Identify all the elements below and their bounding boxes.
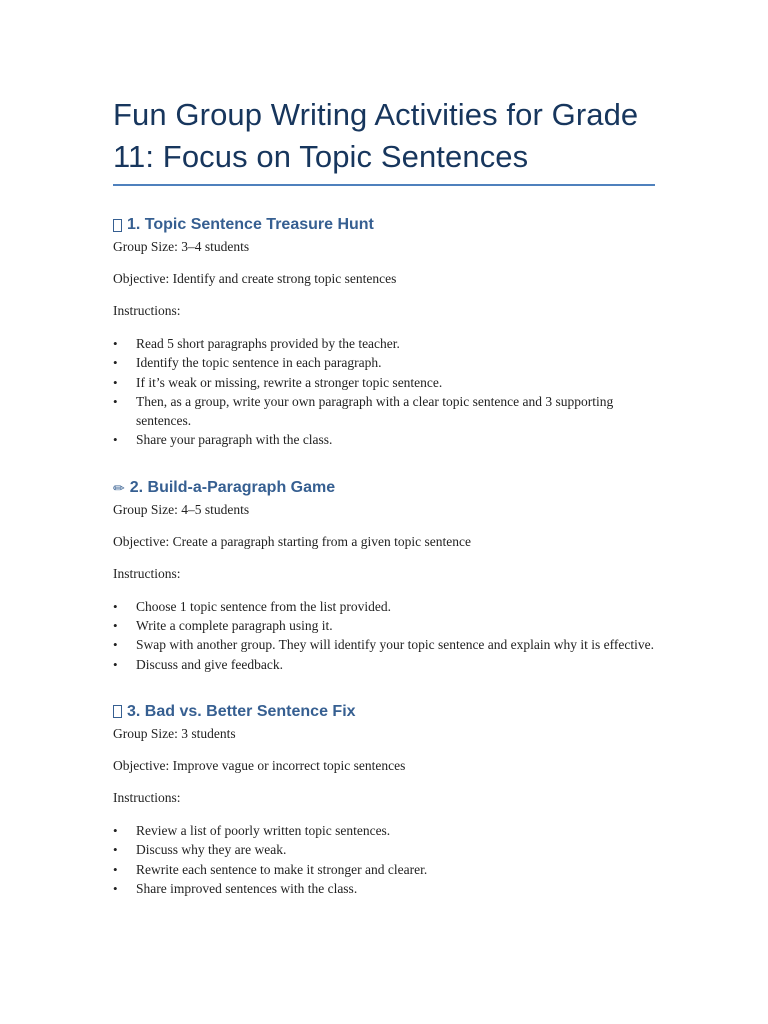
list-item: • If it’s weak or missing, rewrite a stronger topic sentence. — [113, 373, 655, 392]
group-size: Group Size: 3–4 students — [113, 239, 250, 254]
list-item: • Read 5 short paragraphs provided by the teacher. — [113, 334, 655, 353]
section-heading — [113, 214, 655, 236]
activity-section-1 — [113, 214, 655, 450]
bullet-icon: • — [113, 618, 118, 634]
bullet-icon: • — [113, 598, 118, 614]
instructions-list — [113, 821, 655, 898]
missing-glyph-icon — [113, 705, 122, 718]
bullet-icon: • — [113, 355, 118, 371]
list-item: • Share improved sentences with the class. — [113, 879, 655, 898]
objective: Objective: Identify and create strong topic sentences — [113, 271, 397, 286]
instructions-label: Instructions: — [113, 303, 181, 318]
section-heading — [113, 701, 655, 723]
list-item: • Discuss why they are weak. — [113, 840, 655, 859]
bullet-icon: • — [113, 880, 118, 896]
bullet-icon: • — [113, 336, 118, 351]
bullet-icon: • — [113, 656, 118, 672]
activity-section-2 — [113, 477, 655, 674]
list-item: • Choose 1 topic sentence from the list provided. — [113, 597, 655, 616]
list-item: • Identify the topic sentence in each paragraph. — [113, 353, 655, 372]
group-size: Group Size: 4–5 students — [113, 501, 250, 517]
group-size: Group Size: 3 students — [113, 725, 236, 741]
list-item: • Swap with another group. They will identify your topic sentence and explain why it is effective. — [113, 635, 655, 654]
instructions-label: Instructions: — [113, 789, 181, 805]
objective: Objective: Improve vague or incorrect topic sentences — [113, 757, 406, 773]
instructions-label: Instructions: — [113, 565, 181, 581]
document-page — [113, 94, 655, 898]
section-heading — [113, 477, 655, 499]
bullet-icon: • — [113, 637, 118, 653]
instructions-list — [113, 334, 655, 450]
activity-section-3 — [113, 701, 655, 898]
bullet-icon: • — [113, 432, 118, 448]
bullet-icon: • — [113, 374, 118, 390]
section-heading-text: 3. Bad vs. Better Sentence Fix — [127, 702, 356, 720]
bullet-icon: • — [113, 393, 118, 409]
bullet-icon: • — [113, 861, 118, 877]
list-item: • Write a complete paragraph using it. — [113, 616, 655, 635]
list-item: • Discuss and give feedback. — [113, 655, 655, 674]
list-item: • Share your paragraph with the class. — [113, 430, 655, 449]
missing-glyph-icon — [113, 219, 122, 232]
instructions-list — [113, 597, 655, 674]
objective: Objective: Create a paragraph starting from a given topic sentence — [113, 533, 471, 549]
document-title: Fun Group Writing Activities for Grade 11: Focus on Topic Sentences — [113, 94, 655, 186]
bullet-icon: • — [113, 842, 118, 858]
list-item: • Rewrite each sentence to make it stronger and clearer. — [113, 860, 655, 879]
bullet-icon: • — [113, 822, 118, 838]
section-heading-text: 1. Topic Sentence Treasure Hunt — [127, 216, 374, 233]
list-item: • Then, as a group, write your own paragraph with a clear topic sentence and 3 supporting sentences. — [113, 393, 614, 429]
section-heading-text: 2. Build-a-Paragraph Game — [129, 478, 336, 496]
pencil-icon: ✏ — [113, 479, 125, 496]
list-item: • Review a list of poorly written topic sentences. — [113, 821, 655, 840]
